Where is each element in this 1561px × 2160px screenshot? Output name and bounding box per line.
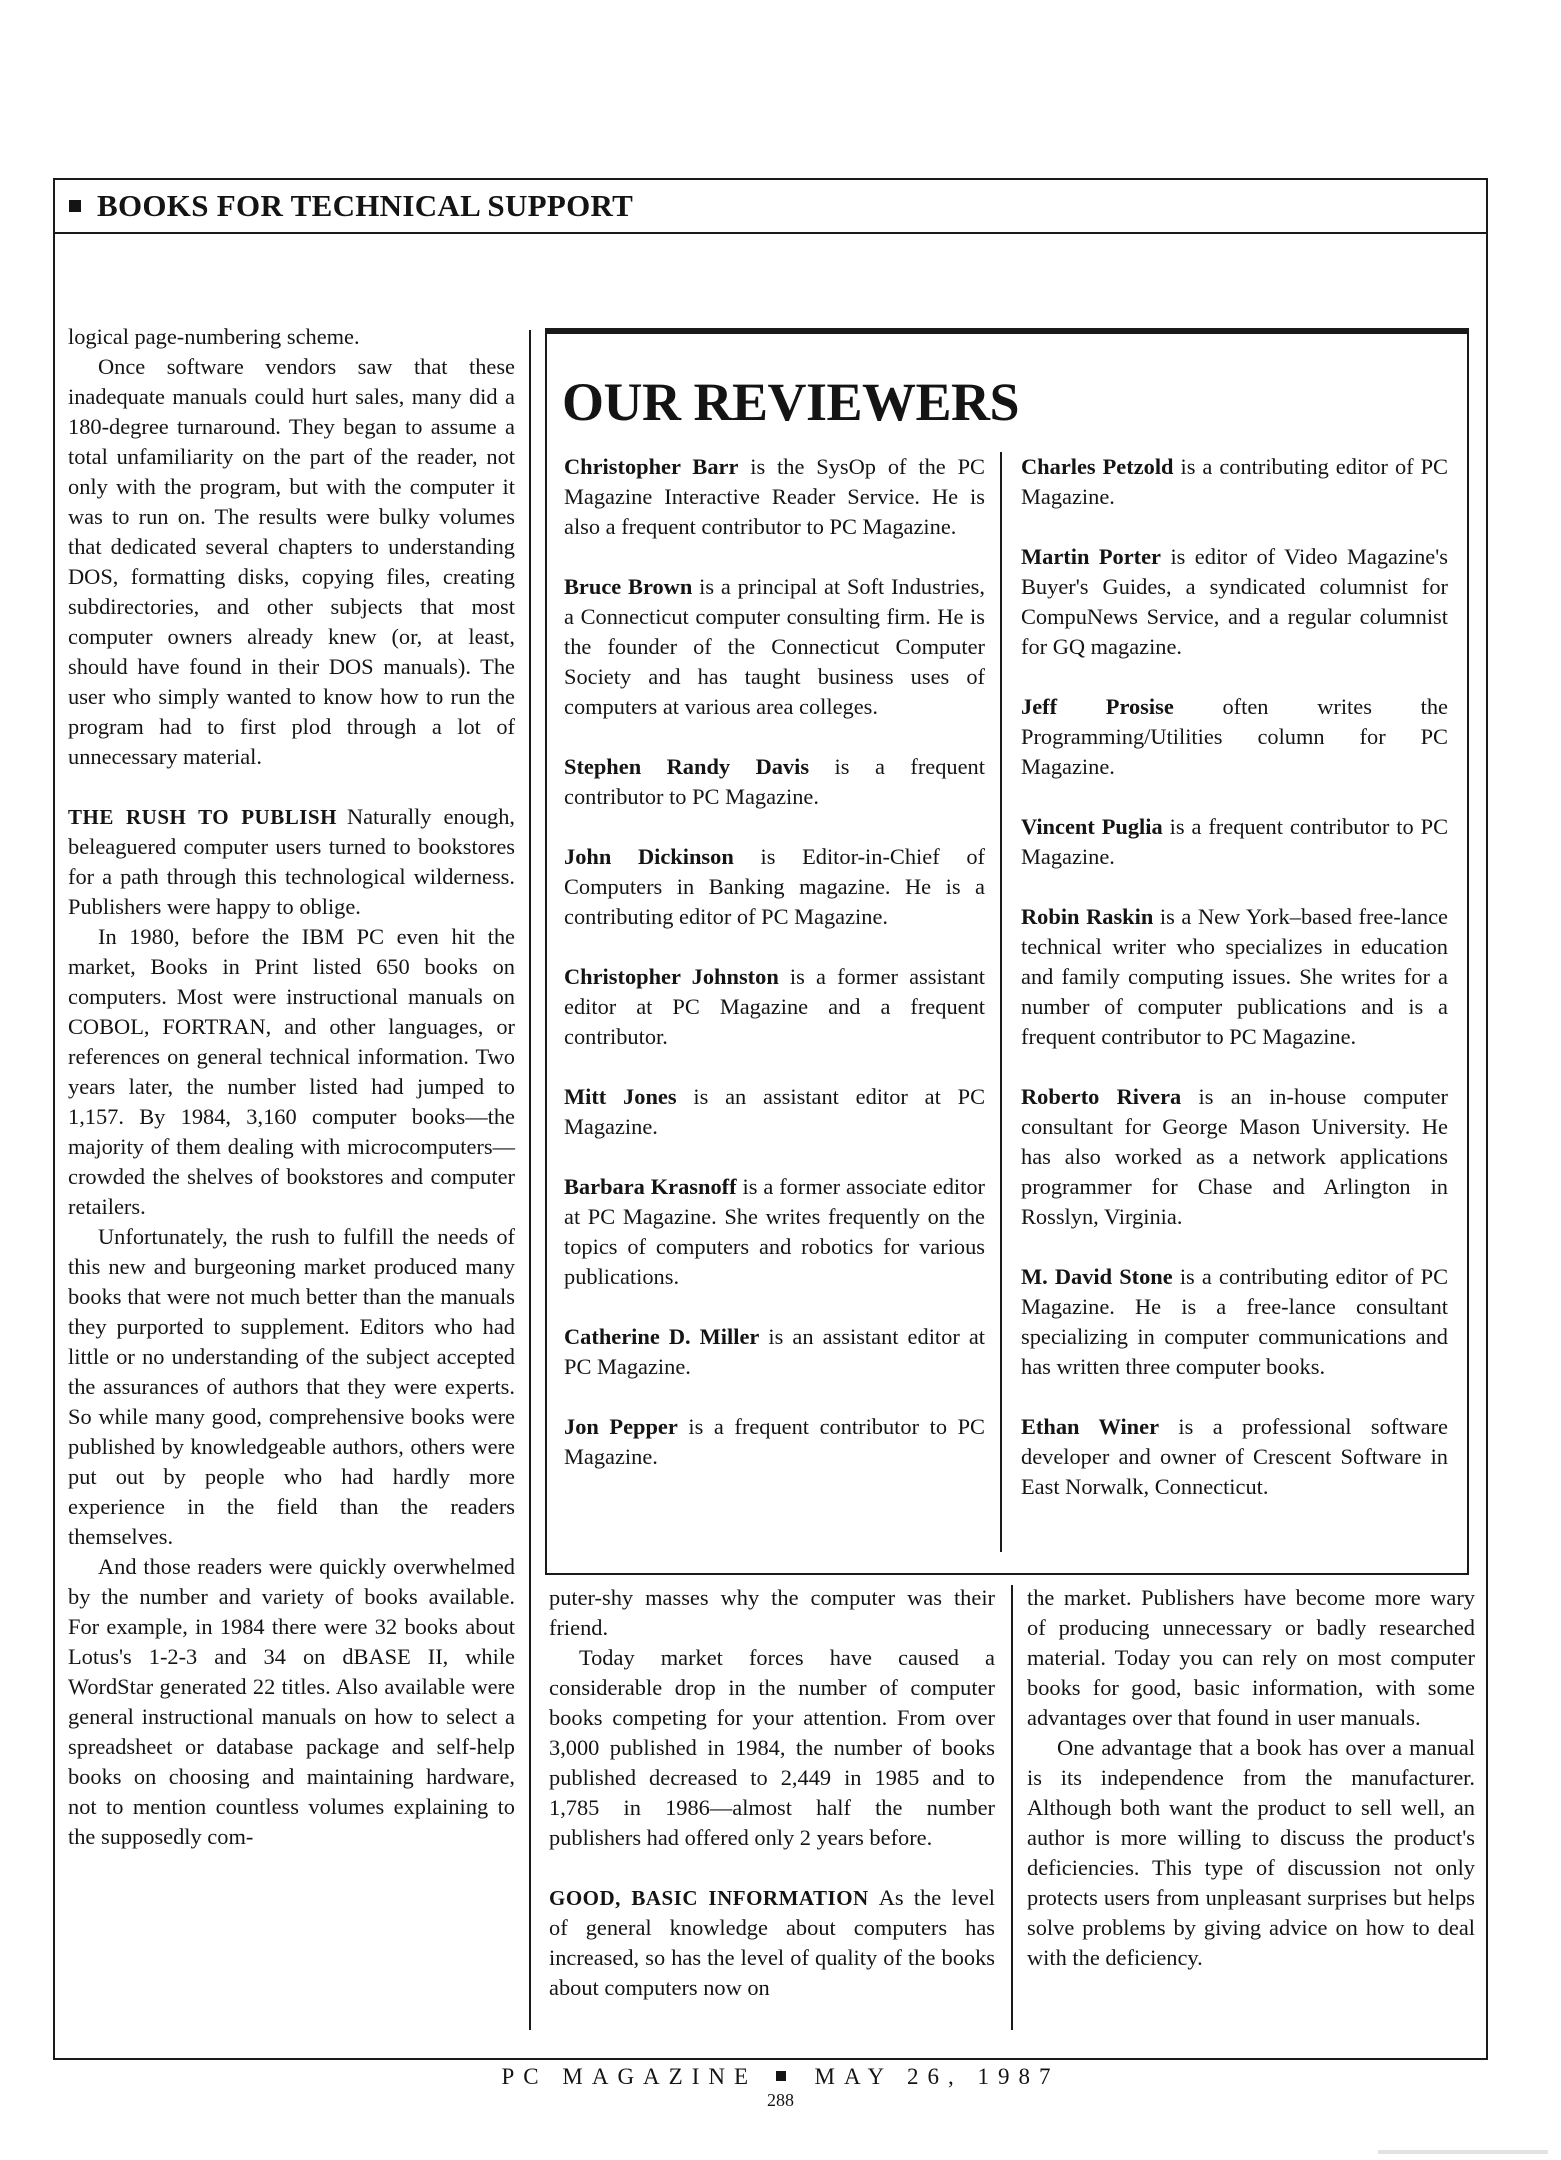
reviewers-title: OUR REVIEWERS — [562, 372, 1020, 432]
reviewer-bio: is a former assistant editor at PC Magazine and a frequent contributor. — [564, 964, 985, 1049]
section-title: BOOKS FOR TECHNICAL SUPPORT — [97, 188, 634, 223]
section-body: Naturally enough, beleaguered computer users turned to bookstores for a path through this technological wilderness. Publishers were happy to oblige. — [68, 804, 516, 919]
reviewer-name: Christopher Johnston — [564, 964, 779, 989]
section-body: As the level of general knowledge about computers has increased, so has the level of quality of the books about computers now on — [549, 1885, 995, 2000]
reviewer-entry — [1021, 902, 1448, 1052]
reviewer-entry — [564, 1412, 985, 1472]
reviewers-column-divider — [1000, 452, 1002, 1552]
reviewer-entry — [564, 452, 985, 542]
reviewer-entry — [1021, 542, 1448, 662]
reviewers-list-right — [1021, 452, 1448, 1532]
page-footer — [0, 2064, 1561, 2110]
reviewer-name: Robin Raskin — [1021, 904, 1154, 929]
reviewer-name: M. David Stone — [1021, 1264, 1173, 1289]
footer-date: MAY 26, 1987 — [814, 2064, 1060, 2089]
reviewer-bio: is editor of Video Magazine's Buyer's Guides, a syndicated columnist for CompuNews Service, and a regular columnist for GQ magazine. — [1021, 544, 1448, 659]
section-paragraph — [549, 1883, 995, 2003]
paragraph: Once software vendors saw that these inadequate manuals could hurt sales, many did a 180-degree turnaround. They began to assume a total unfamiliarity on the part of the reader, not only with the program, but with the computer it was to run on. The results were bulky volumes that dedicated several chapters to understanding DOS, formatting disks, copying files, creating subdirectories, and other subjects that most computer owners already knew (or, at least, should have found in their DOS manuals). The user who simply wanted to know how to run the program had to first plod through a lot of unnecessary material. — [68, 354, 515, 769]
reviewer-name: Ethan Winer — [1021, 1414, 1160, 1439]
reviewer-name: Jon Pepper — [564, 1414, 678, 1439]
reviewer-entry — [564, 752, 985, 812]
reviewer-name: Barbara Krasnoff — [564, 1174, 737, 1199]
article-column-right — [1027, 1583, 1475, 1973]
reviewer-bio: is a professional software developer and owner of Crescent Software in East Norwalk, Connecticut. — [1021, 1414, 1448, 1499]
reviewer-name: Mitt Jones — [564, 1084, 677, 1109]
reviewers-sidebar — [545, 328, 1469, 1575]
paragraph: One advantage that a book has over a manual is its independence from the manufacturer. Although both want the product to sell well, an author is more willing to discuss the product's deficiencies. This type of discussion not only protects users from unpleasant surprises but helps solve problems by giving advice on how to deal with the deficiency. — [1027, 1735, 1475, 1970]
article-column-left — [68, 322, 515, 1852]
reviewer-name: Vincent Puglia — [1021, 814, 1163, 839]
reviewer-name: John Dickinson — [564, 844, 734, 869]
reviewer-entry — [564, 842, 985, 932]
subheading: THE RUSH TO PUBLISH — [68, 805, 337, 829]
subheading: GOOD, BASIC INFORMATION — [549, 1886, 869, 1910]
reviewer-entry — [564, 1082, 985, 1142]
reviewer-bio: is the SysOp of the PC Magazine Interactive Reader Service. He is also a frequent contributor to PC Magazine. — [564, 454, 985, 539]
paragraph-continued: puter-shy masses why the computer was their friend. — [549, 1585, 995, 1640]
reviewer-entry — [564, 1322, 985, 1382]
reviewer-name: Charles Petzold — [1021, 454, 1174, 479]
reviewer-entry — [564, 962, 985, 1052]
paragraph: Unfortunately, the rush to fulfill the needs of this new and burgeoning market produced many books that were not much better than the manuals they purported to supplement. Editors who had little or no understanding of the subject accepted the assurances of authors that they were experts. So while many good, comprehensive books were published by knowledgeable authors, others were put out by people who had hardly more experience in the field than the readers themselves. — [68, 1224, 515, 1549]
reviewer-bio: is an assistant editor at PC Magazine. — [564, 1084, 986, 1139]
reviewer-entry — [564, 572, 985, 722]
reviewer-bio: is a frequent contributor to PC Magazine. — [1021, 814, 1449, 869]
reviewer-entry — [564, 1172, 985, 1292]
reviewer-name: Roberto Rivera — [1021, 1084, 1182, 1109]
paragraph-continued: the market. Publishers have become more wary of producing unnecessary or badly researched material. Today you can rely on most computer books for good, basic information, with some advantages over that found in user manuals. — [1027, 1585, 1475, 1730]
reviewer-name: Stephen Randy Davis — [564, 754, 810, 779]
reviewer-bio: is an assistant editor at PC Magazine. — [564, 1324, 986, 1379]
article-column-middle — [549, 1583, 995, 2003]
reviewer-bio: is a frequent contributor to PC Magazine. — [564, 1414, 985, 1469]
reviewer-bio: often writes the Programming/Utilities column for PC Magazine. — [1021, 694, 1448, 779]
reviewer-name: Jeff Prosise — [1021, 694, 1174, 719]
reviewer-bio: is a principal at Soft Industries, a Connecticut computer consulting firm. He is the founder of the Connecticut Computer Society and has taught business uses of computers at various area colleges. — [564, 574, 985, 719]
scan-artifact — [1378, 2150, 1548, 2154]
reviewer-entry — [1021, 812, 1448, 872]
page-number: 288 — [767, 2090, 794, 2110]
reviewer-entry — [1021, 1412, 1448, 1502]
reviewer-entry — [1021, 452, 1448, 512]
section-paragraph — [68, 802, 515, 922]
reviewer-entry — [1021, 692, 1448, 782]
reviewer-name: Bruce Brown — [564, 574, 693, 599]
footer-bullet-icon — [776, 2071, 786, 2081]
paragraph: And those readers were quickly overwhelmed by the number and variety of books available. For example, in 1984 there were 32 books about Lotus's 1-2-3 and 34 on dBASE II, while WordStar generated 22 titles. Also available were general instructional manuals on how to select a spreadsheet or database package and self-help books on choosing and maintaining hardware, not to mention countless volumes explaining to the supposedly com- — [68, 1554, 515, 1849]
reviewer-bio: is an in-house computer consultant for George Mason University. He has also worked as a network applications programmer for Chase and Arlington in Rosslyn, Virginia. — [1021, 1084, 1448, 1229]
reviewer-bio: is a former associate editor at PC Magazine. She writes frequently on the topics of computers and robotics for various publications. — [564, 1174, 985, 1289]
reviewer-name: Christopher Barr — [564, 454, 739, 479]
reviewer-entry — [1021, 1262, 1448, 1382]
reviewer-bio: is a frequent contributor to PC Magazine. — [564, 754, 985, 809]
reviewer-name: Catherine D. Miller — [564, 1324, 760, 1349]
footer-credit — [0, 2064, 1561, 2090]
reviewer-entry — [1021, 1082, 1448, 1232]
header-bullet-icon — [69, 200, 81, 212]
reviewer-name: Martin Porter — [1021, 544, 1161, 569]
reviewer-bio: is Editor-in-Chief of Computers in Banking magazine. He is a contributing editor of PC Magazine. — [564, 844, 985, 929]
paragraph-continued: logical page-numbering scheme. — [68, 324, 360, 349]
reviewers-list-left — [564, 452, 985, 1502]
reviewer-bio: is a New York–based free-lance technical writer who specializes in education and family computing issues. She writes for a number of computer publications and is a frequent contributor to PC Magazine. — [1021, 904, 1448, 1049]
paragraph: In 1980, before the IBM PC even hit the market, Books in Print listed 650 books on computers. Most were instructional manuals on COBOL, FORTRAN, and other languages, or references on general technical information. Two years later, the number listed had jumped to 1,157. By 1984, 3,160 computer books—the majority of them dealing with microcomputers—crowded the shelves of bookstores and computer retailers. — [68, 924, 515, 1219]
reviewer-bio: is a contributing editor of PC Magazine. He is a free-lance consultant specializing in computer communications and has written three computer books. — [1021, 1264, 1449, 1379]
column-rule-right — [1011, 1585, 1013, 2030]
section-header — [55, 180, 1486, 234]
footer-magazine: PC MAGAZINE — [501, 2064, 758, 2089]
column-rule-left — [529, 330, 531, 2030]
paragraph: Today market forces have caused a considerable drop in the number of computer books competing for your attention. From over 3,000 published in 1984, the number of books published decreased to 2,449 in 1985 and to 1,785 in 1986—almost half the number publishers had offered only 2 years before. — [549, 1645, 995, 1850]
reviewer-bio: is a contributing editor of PC Magazine. — [1021, 454, 1448, 509]
